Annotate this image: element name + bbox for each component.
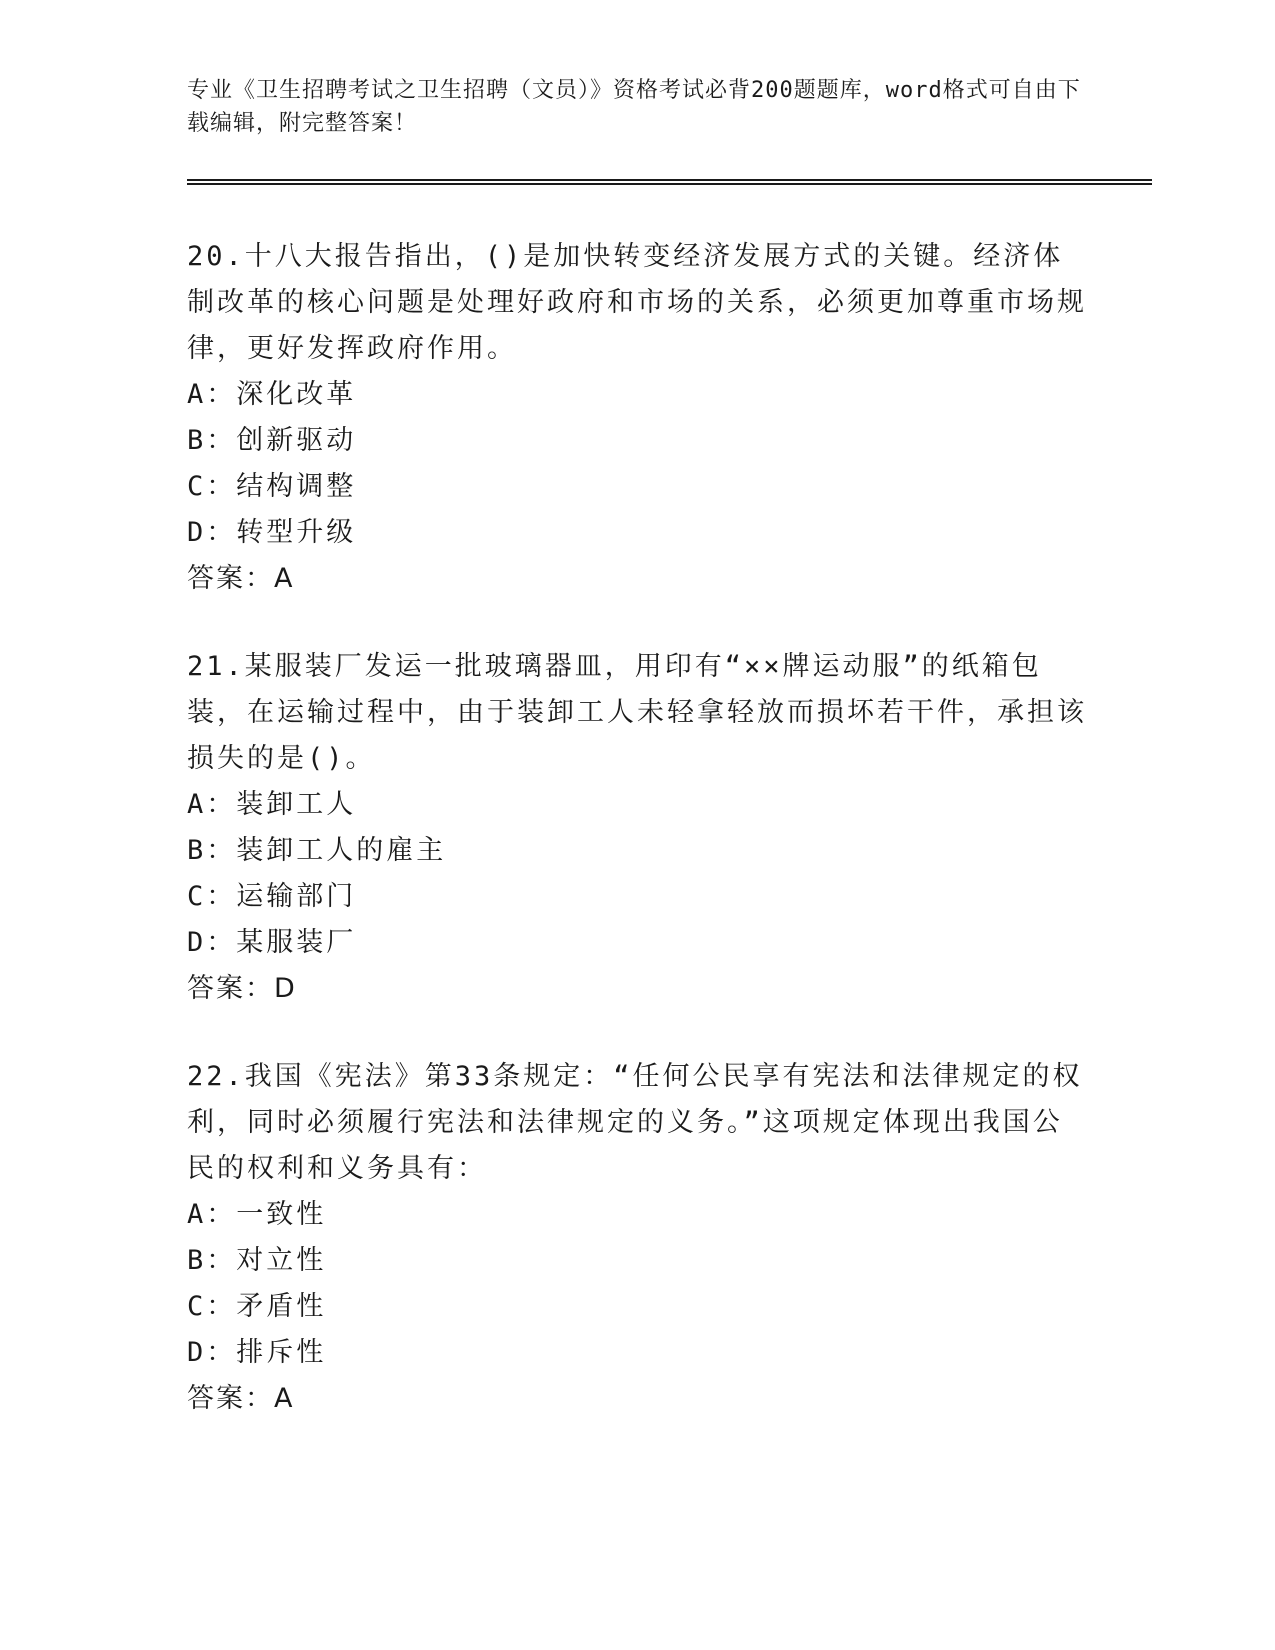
document-header-title: 专业《卫生招聘考试之卫生招聘（文员）》资格考试必背200题题库，word格式可自由下载编辑，附完整答案！ [187, 78, 1081, 136]
option-c: C：矛盾性 [187, 1291, 327, 1322]
document-page [187, 0, 1152, 1650]
option-d: D：排斥性 [187, 1337, 327, 1368]
option-b: B：装卸工人的雇主 [187, 835, 447, 866]
question-block-20 [187, 234, 1087, 602]
option-b: B：对立性 [187, 1245, 327, 1276]
question-stem: 21.某服装厂发运一批玻璃器皿，用印有“××牌运动服”的纸箱包装，在运输过程中，由于装卸工人未轻拿轻放而损坏若干件，承担该损失的是()。 [187, 651, 1087, 774]
header-divider-bottom [187, 183, 1152, 185]
question-block-21 [187, 644, 1087, 1012]
option-c: C：运输部门 [187, 881, 357, 912]
header-divider-top [187, 179, 1152, 181]
option-b: B：创新驱动 [187, 425, 357, 456]
option-d: D：转型升级 [187, 517, 357, 548]
answer-line: 答案：A [187, 563, 295, 594]
question-block-22 [187, 1054, 1087, 1422]
option-c: C：结构调整 [187, 471, 357, 502]
question-stem: 22.我国《宪法》第33条规定：“任何公民享有宪法和法律规定的权利，同时必须履行宪法和法律规定的义务。”这项规定体现出我国公民的权利和义务具有： [187, 1061, 1083, 1184]
option-a: A：装卸工人 [187, 789, 357, 820]
question-stem: 20.十八大报告指出，()是加快转变经济发展方式的关键。经济体制改革的核心问题是处理好政府和市场的关系，必须更加尊重市场规律，更好发挥政府作用。 [187, 241, 1087, 364]
option-a: A：一致性 [187, 1199, 327, 1230]
answer-line: 答案：A [187, 1383, 295, 1414]
option-a: A：深化改革 [187, 379, 357, 410]
option-d: D：某服装厂 [187, 927, 357, 958]
answer-line: 答案：D [187, 973, 297, 1004]
